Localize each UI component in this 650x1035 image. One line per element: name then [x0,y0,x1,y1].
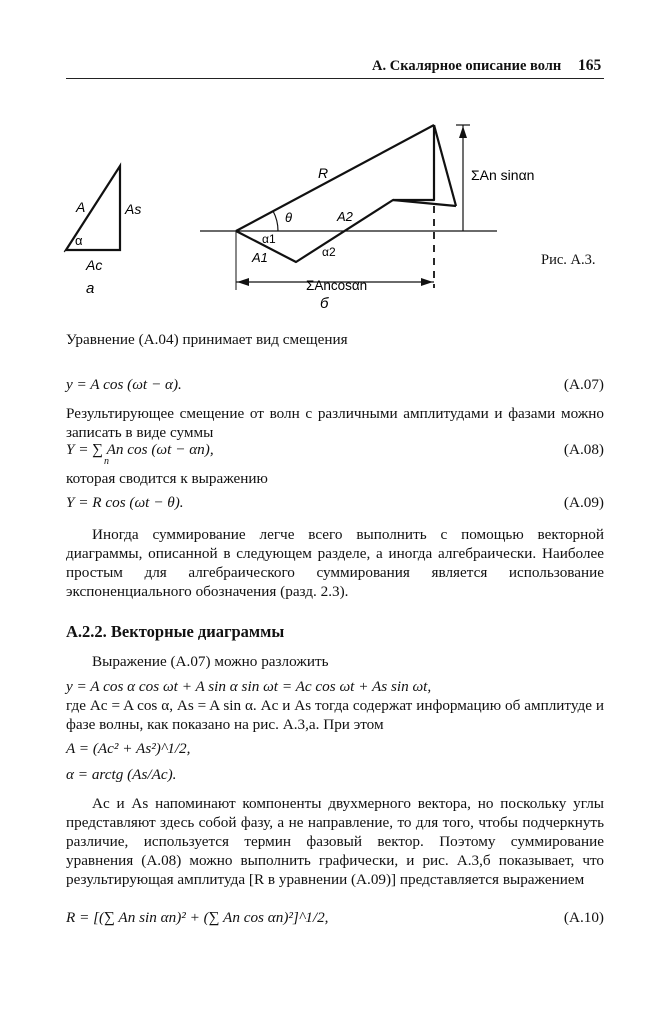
label-alpha2: α2 [322,245,336,259]
panel-b [200,125,534,312]
label-A: A [76,199,86,215]
figure-caption: Рис. А.3. [541,252,596,268]
paragraph-6: где Ac = A cos α, As = A sin α. Ac и As тогда содержат информацию об амплитуде и фазе волны, как показано на рис. А.3,а. При этом [66,697,604,733]
equation-a10: R = [(∑ An sin αn)² + (∑ An cos αn)²]^1/2, [66,909,329,926]
equation-phase: α = arctg (As/Ac). [66,766,177,783]
label-sum-sin: ΣAn sinαn [471,167,535,183]
label-As: As [125,201,142,217]
equation-a08-subscript: n [104,456,109,467]
paragraph-2: Результирующее смещение от волн с различными амплитудами и фазами можно записать в виде суммы [66,405,604,441]
equation-amplitude: A = (Ac² + As²)^1/2, [66,740,191,757]
equation-a07-number: (A.07) [563,376,604,393]
label-A2: A2 [337,209,353,224]
theta-arc [273,211,278,231]
label-R: R [318,165,329,181]
equation-a07: y = A cos (ωt − α). [66,376,182,393]
paragraph-3: которая сводится к выражению [66,470,268,487]
panel-a [64,166,141,297]
label-alpha1: α1 [262,232,276,246]
label-Ac: Ac [86,257,103,273]
equation-a08: Y = ∑ An cos (ωt − αn), [66,441,214,458]
equation-a09: Y = R cos (ωt − θ). [66,494,184,511]
paragraph-7: Ac и As напоминают компоненты двухмерного вектора, но поскольку углы представляют здесь собой фазу, а не направление, то для того, чтобы подчеркнуть различие, используется термин фазовый вектор. Поэтому суммирование уравнения (А.08) можно выполнить графически, и рис. А.3,б показывает, что результирующая амплитуда [R в уравнении (А.09)] представляется выражением [66,795,604,888]
running-title: А. Скалярное описание волн [372,58,562,74]
paragraph-4: Иногда суммирование легче всего выполнить с помощью векторной диаграммы, описанной в следующем разделе, а иногда алгебраически. Наиболее простым для алгебраического суммирования является использование экспоненциального обозначения (разд. 2.3). [66,526,604,600]
panel-a-label: а [86,280,95,297]
equation-a10-number: (A.10) [563,909,604,926]
equation-a08-number: (A.08) [563,441,604,458]
label-theta: θ [285,210,293,225]
equation-expansion: y = A cos α cos ωt + A sin α sin ωt = Ac cos ωt + As sin ωt, [66,678,432,695]
label-sum-cos: ΣAncosαn [306,278,368,293]
panel-b-label: б [320,295,329,312]
figure-a3 [0,0,650,320]
section-heading: А.2.2. Векторные диаграммы [66,622,285,641]
phasor-last [434,125,456,206]
label-A1: A1 [252,250,268,265]
equation-a09-number: (A.09) [563,494,604,511]
label-alpha: α [75,233,83,248]
paragraph-1: Уравнение (А.04) принимает вид смещения [66,331,348,348]
resultant-vector-R [236,125,434,231]
page-number: 165 [578,57,602,74]
paragraph-5: Выражение (А.07) можно разложить [92,653,329,670]
